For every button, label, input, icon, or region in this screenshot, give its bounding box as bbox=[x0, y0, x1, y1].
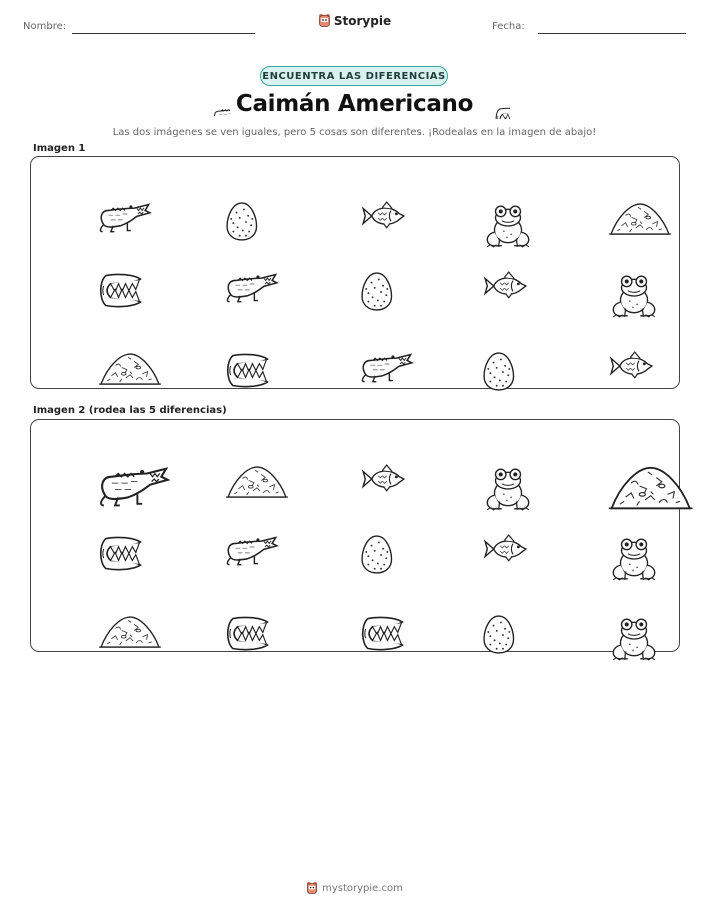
img2-frog-icon[interactable] bbox=[458, 439, 508, 489]
img2-nest-icon[interactable] bbox=[195, 445, 257, 483]
img2-alligator-icon[interactable] bbox=[200, 517, 252, 551]
img2-nest-icon[interactable] bbox=[68, 595, 130, 633]
img2-alligator-icon[interactable] bbox=[64, 441, 134, 487]
img1-alligator-icon bbox=[335, 334, 387, 368]
img1-nest-icon bbox=[68, 332, 130, 370]
img1-fish-icon bbox=[585, 336, 633, 366]
img1-frog-icon bbox=[584, 246, 634, 296]
img2-jaws-icon[interactable] bbox=[203, 594, 249, 634]
name-label: Nombre: bbox=[23, 21, 67, 32]
img2-fish-icon[interactable] bbox=[337, 449, 385, 479]
page-title: Caimán Americano bbox=[235, 91, 474, 117]
brand-name: Storypie bbox=[333, 13, 392, 28]
image2-panel[interactable] bbox=[30, 419, 680, 652]
img2-fish-icon[interactable] bbox=[459, 519, 507, 549]
img1-jaws-icon bbox=[76, 251, 122, 291]
storypie-mascot-icon bbox=[318, 13, 331, 28]
image1-label: Imagen 1 bbox=[33, 143, 86, 154]
brand-logo bbox=[0, 13, 709, 32]
alligator-icon bbox=[196, 94, 230, 120]
image1-panel bbox=[30, 156, 680, 389]
img1-nest-icon bbox=[578, 182, 640, 220]
img2-frog-icon[interactable] bbox=[584, 589, 634, 639]
img1-jaws-icon bbox=[203, 331, 249, 371]
date-label: Fecha: bbox=[492, 21, 525, 32]
img1-egg-icon bbox=[465, 331, 501, 371]
footer-site[interactable]: mystorypie.com bbox=[322, 882, 403, 894]
img2-frog-icon[interactable] bbox=[584, 509, 634, 559]
activity-badge: ENCUENTRA LAS DIFERENCIAS bbox=[260, 66, 448, 86]
footer bbox=[0, 880, 709, 899]
img2-nest-icon[interactable] bbox=[567, 438, 651, 489]
img1-egg-icon bbox=[208, 181, 244, 221]
image2-label: Imagen 2 (rodea las 5 diferencias) bbox=[33, 405, 227, 416]
img2-jaws-icon[interactable] bbox=[338, 594, 384, 634]
img1-fish-icon bbox=[337, 186, 385, 216]
alligator-jaws-icon bbox=[480, 93, 510, 123]
img2-jaws-icon[interactable] bbox=[76, 514, 122, 554]
img2-egg-icon[interactable] bbox=[465, 594, 501, 634]
name-line[interactable] bbox=[72, 33, 255, 34]
img1-alligator-icon bbox=[200, 254, 252, 288]
instructions: Las dos imágenes se ven iguales, pero 5 cosas son diferentes. ¡Rodealas en la imagen de abajo! bbox=[112, 127, 597, 138]
img1-fish-icon bbox=[459, 256, 507, 286]
img1-alligator-icon bbox=[73, 184, 125, 218]
date-line[interactable] bbox=[538, 33, 686, 34]
img1-frog-icon bbox=[458, 176, 508, 226]
img2-egg-icon[interactable] bbox=[343, 514, 379, 554]
page-title-wrap bbox=[0, 91, 709, 117]
storypie-mascot-icon bbox=[306, 881, 318, 895]
img1-egg-icon bbox=[343, 251, 379, 291]
